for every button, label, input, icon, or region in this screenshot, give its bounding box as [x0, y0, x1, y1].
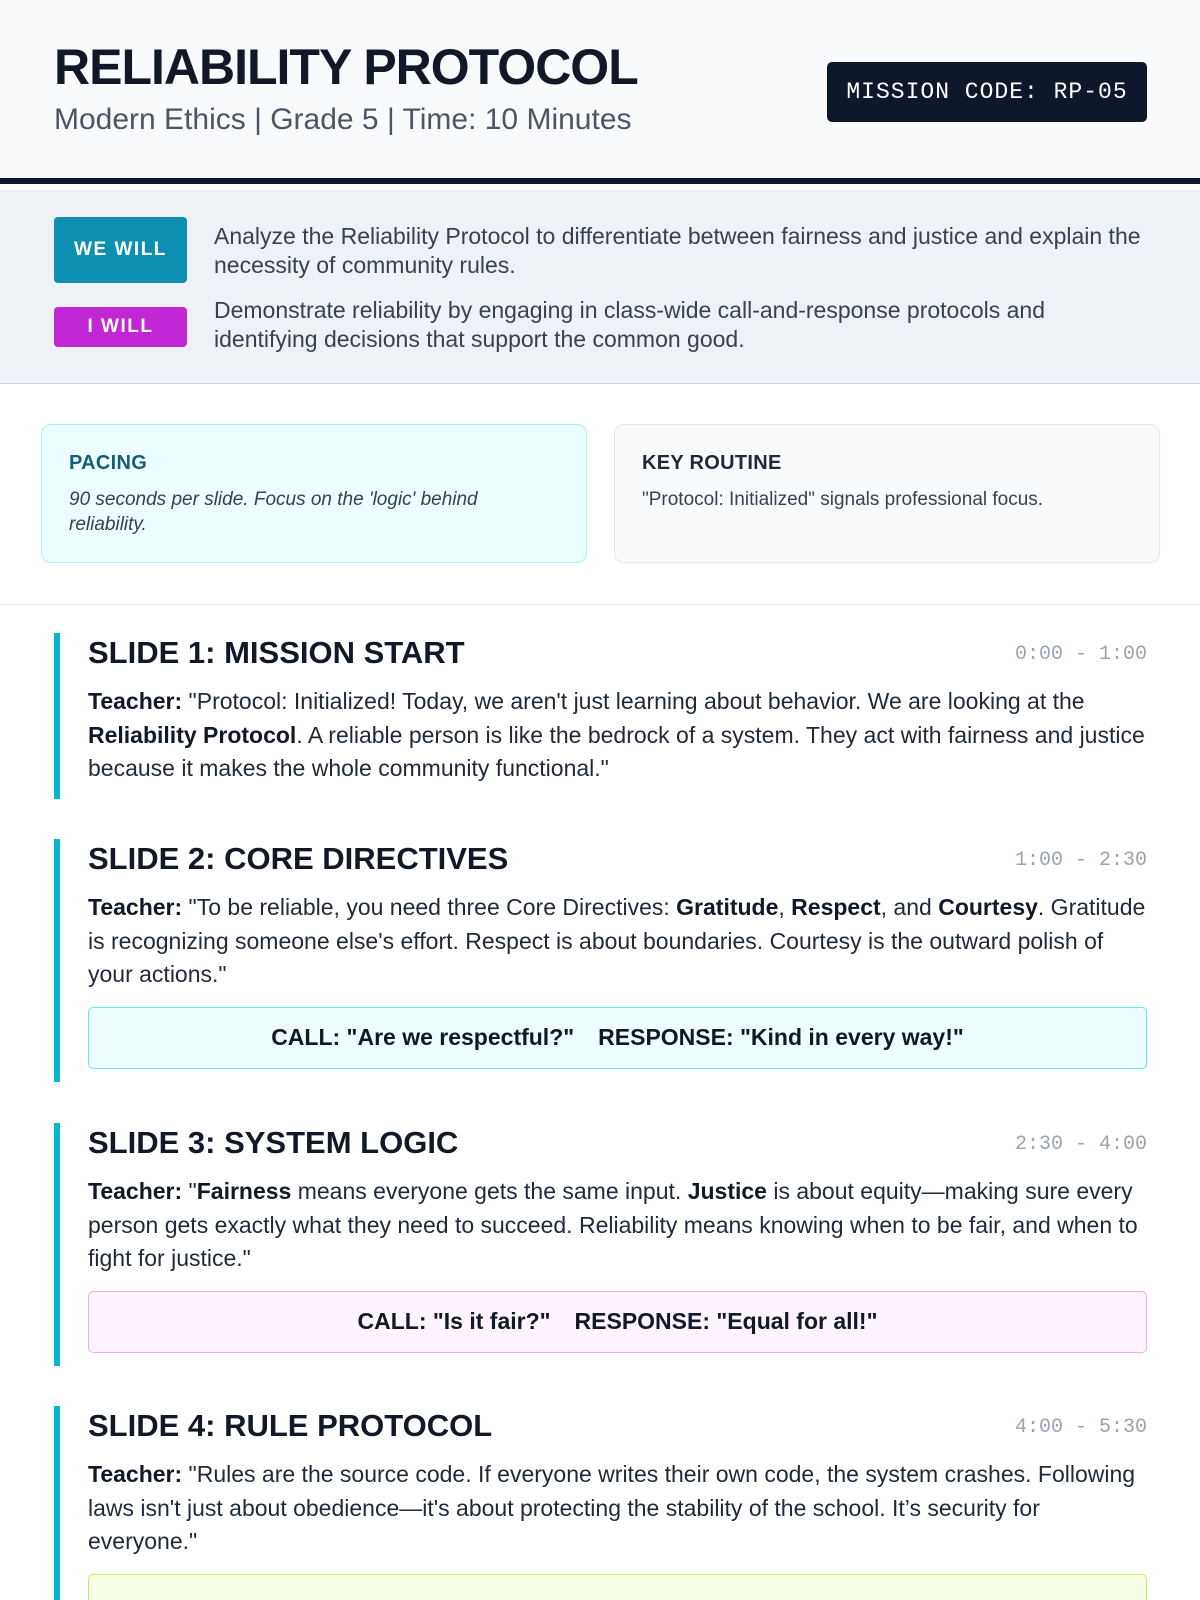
slide-time: 2:30 - 4:00 [1014, 1133, 1147, 1156]
teacher-label: Teacher: [88, 894, 183, 920]
call-text: CALL: "Are we respectful?" [271, 1024, 575, 1050]
slide-time: 0:00 - 1:00 [1014, 643, 1147, 666]
slide-section-4 [54, 1406, 1147, 1600]
slide-script: Teacher: "Protocol: Initialized! Today, we aren't just learning about behavior. We are looking at the Reliability Protocol. A reliable person is like the bedrock of a system. They act with fairness and justice because it makes the whole community functional." [88, 688, 1145, 781]
slide-script: Teacher: "To be reliable, you need three Core Directives: Gratitude, Respect, and Courtesy. Gratitude is recognizing someone else's effort. Respect is about boundaries. Courtesy is the outward polish of your actions." [88, 894, 1146, 987]
teacher-label: Teacher: [88, 1178, 183, 1204]
pacing-card-title: PACING [69, 452, 148, 474]
slide-section-3 [54, 1123, 1147, 1366]
response-text: RESPONSE: "Kind in every way!" [598, 1024, 964, 1050]
teacher-label: Teacher: [88, 1461, 183, 1487]
we-will-text: Analyze the Reliability Protocol to differentiate between fairness and justice and explain the necessity of community rules. [214, 223, 1141, 278]
slide-title: SLIDE 4: RULE PROTOCOL [88, 1408, 493, 1443]
slide-title: SLIDE 2: CORE DIRECTIVES [88, 841, 509, 876]
key-routine-card-title: KEY ROUTINE [642, 452, 782, 474]
response-text: RESPONSE: "Equal for all!" [574, 1308, 878, 1334]
call-text: CALL: "Is it fair?" [357, 1308, 551, 1334]
mission-code-badge: MISSION CODE: RP-05 [827, 62, 1147, 122]
call-response-box [88, 1007, 1147, 1069]
header [0, 0, 1200, 184]
slide-title: SLIDE 3: SYSTEM LOGIC [88, 1125, 459, 1160]
slide-section-1 [54, 633, 1147, 799]
slide-script: Teacher: "Fairness means everyone gets the same input. Justice is about equity—making sure every person gets exactly what they need to succeed. Reliability means knowing when to be fair, and when to fight for justice." [88, 1178, 1138, 1271]
we-will-tag: WE WILL [54, 217, 187, 283]
objectives-panel [0, 190, 1200, 384]
call-response-box [88, 1574, 1147, 1600]
page-title: RELIABILITY PROTOCOL [54, 39, 638, 95]
slide-time: 4:00 - 5:30 [1014, 1416, 1147, 1439]
slide-section-2 [54, 839, 1147, 1082]
slide-title: SLIDE 1: MISSION START [88, 635, 465, 670]
page-subtitle: Modern Ethics | Grade 5 | Time: 10 Minutes [54, 103, 632, 136]
teacher-label: Teacher: [88, 688, 183, 714]
call-response-box [88, 1291, 1147, 1353]
key-routine-card [614, 424, 1160, 563]
i-will-tag: I WILL [54, 307, 187, 347]
slide-time: 1:00 - 2:30 [1014, 849, 1147, 872]
section-divider [0, 604, 1200, 605]
key-routine-card-body: "Protocol: Initialized" signals professional focus. [642, 489, 1044, 510]
i-will-text: Demonstrate reliability by engaging in class-wide call-and-response protocols and identifying decisions that support the common good. [214, 297, 1045, 352]
slide-script: Teacher: "Rules are the source code. If everyone writes their own code, the system crashes. Following laws isn't just about obedience—it's about protecting the stability of the school. It’s security for everyone." [88, 1461, 1136, 1554]
pacing-card-body: 90 seconds per slide. Focus on the 'logic' behind reliability. [69, 489, 478, 535]
pacing-card [41, 424, 587, 563]
